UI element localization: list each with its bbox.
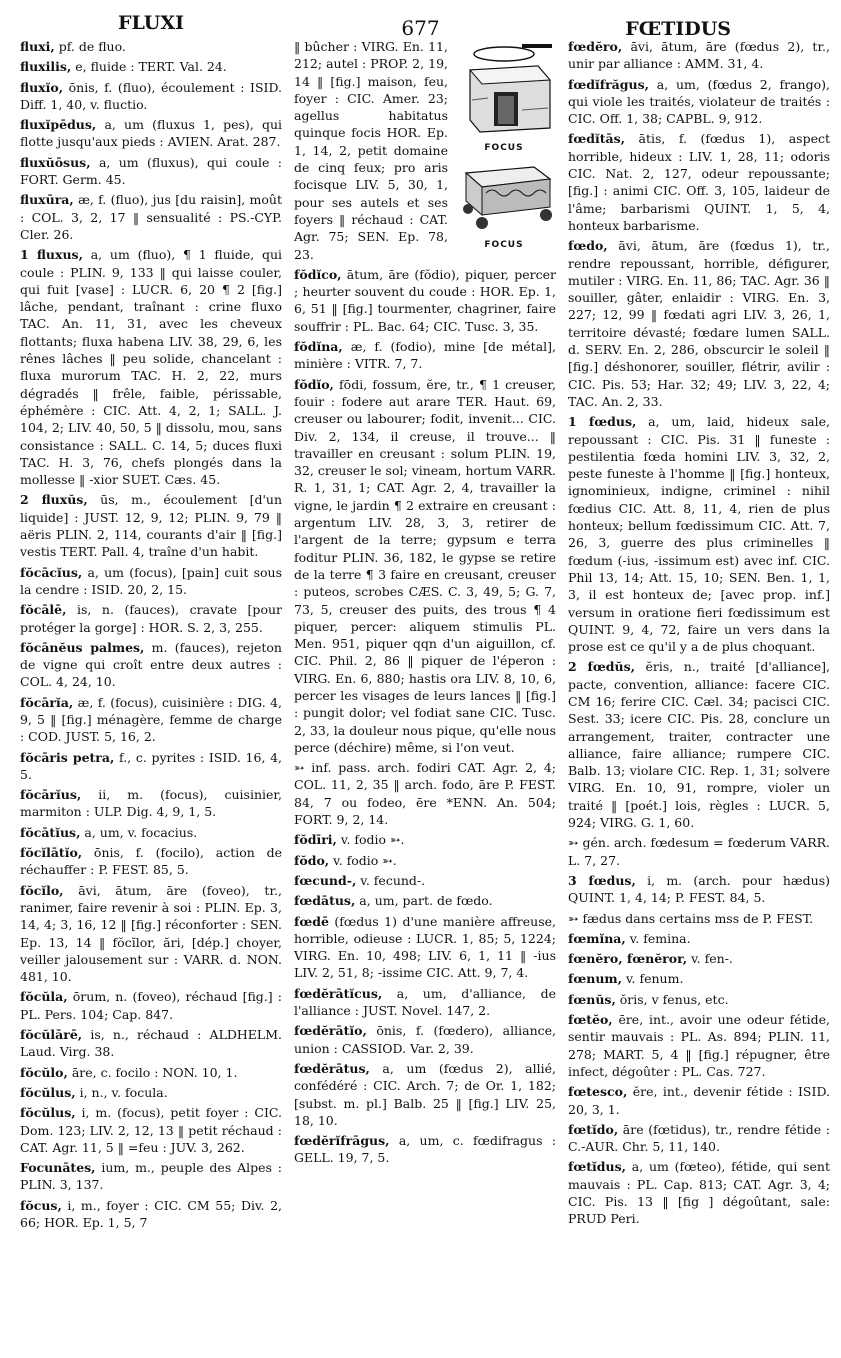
headword: 1 fluxus, <box>20 247 83 263</box>
dictionary-entry <box>294 872 556 889</box>
dictionary-entry <box>568 130 830 234</box>
figure-caption-top: FOCUS <box>484 143 524 153</box>
headword: 1 fœdus, <box>568 414 637 430</box>
dictionary-entry <box>20 191 282 243</box>
definition: a, um (focus), [pain] cuit sous la cendre : ISID. 20, 2, 15. <box>20 564 282 597</box>
dictionary-entry <box>20 58 282 75</box>
dictionary-entry <box>20 824 282 841</box>
headword: fŏcŭlārē, <box>20 1027 83 1043</box>
headword: fœnĕro, fœnĕror, <box>568 951 688 967</box>
headword: fœdē <box>294 913 329 929</box>
definition: ōnis, f. (fluo), écoulement : ISID. Diff. 1, 40, v. fluctio. <box>20 79 282 112</box>
dictionary-entry <box>568 1121 830 1156</box>
headword: fŏcānĕus palmes, <box>20 639 145 655</box>
dictionary-entry <box>294 831 556 848</box>
dictionary-entry <box>568 930 830 947</box>
definition: ōnis, f. (focilo), action de réchauffer : P. FEST. 85, 5. <box>20 845 282 878</box>
headword: fŏdīri, <box>294 832 337 848</box>
running-head-left: FLUXI <box>118 12 185 34</box>
figure-caption-bottom: FOCUS <box>484 240 524 251</box>
dictionary-entry <box>568 76 830 128</box>
headword: fŏcācĭus, <box>20 564 83 580</box>
headword: Focunātes, <box>20 1160 96 1176</box>
definition: ēre, int., avoir une odeur fétide, sentir mauvais : PL. As. 894; PLIN. 11, 278; MART. 5, 4 ‖ [fig.] répugner, être infect, dégoûter : PL. Cas. 727. <box>568 1012 830 1079</box>
headword: fluxĭpēdus, <box>20 117 97 133</box>
headword: fŏcĭlātĭo, <box>20 845 83 861</box>
headword: fŏcus, <box>20 1197 62 1213</box>
headword: fœdĕrātĭcus, <box>294 985 383 1001</box>
definition: is, n., réchaud : ALDHELM. Laud. Virg. 38. <box>20 1027 282 1060</box>
definition: ūs, m., écoulement [d'un liquide] : JUST. 12, 9, 12; PLIN. 9, 79 ‖ aëris PLIN. 2, 114, courants d'air ‖ [fig.] vestis TERT. Pall. 4, traîne d'un habit. <box>20 492 282 560</box>
definition: ĕre, int., devenir fétide : ISID. 20, 3, 1. <box>568 1084 830 1117</box>
dictionary-entry <box>294 376 556 757</box>
page-header <box>0 6 841 40</box>
dictionary-entry <box>20 1104 282 1156</box>
dictionary-entry <box>20 844 282 879</box>
page-number: 677 <box>401 16 440 40</box>
headword: fœnŭs, <box>568 991 616 1007</box>
definition: āvi, ātum, āre (foveo), tr., ranimer, faire revenir à soi : PLIN. Ep. 3, 14, 4; 3, 16, 12 ‖ [fig.] réconforter : SEN. Ep. 13, 14 ‖ fŏcĭlor, ări, [dép.] choyer, veiller jalousement sur : VARR. d. NON. 481, 10. <box>20 882 282 985</box>
definition: f., c. pyrites : ISID. 16, 4, 5. <box>20 749 282 782</box>
definition: e, fluide : TERT. Val. 24. <box>71 59 227 75</box>
headword: fŏcŭlus, <box>20 1084 76 1100</box>
definition: a, um, (fœdus 2, frango), qui viole les traités, violateur de traités : CIC. Off. 1, 38; CAPBL. 9, 912. <box>568 76 830 127</box>
headword: fœdātus, <box>294 893 356 909</box>
definition: a, um, part. de fœdo. <box>355 893 493 909</box>
definition: a, um (fluo), ¶ 1 fluide, qui coule : PLIN. 9, 133 ‖ qui laisse couler, qui fuit [vase] : LUCR. 6, 20 ¶ 2 [fig.] lâche, pendant, traînant : crine fluxo TAC. An. 11, 31, avec les cheveux flottants; fluxa habena LIV. 38, 29, 6, les rênes lâches ‖ peu solide, chancelant : fluxa murorum TAC. H. 2, 22, murs dégradés ‖ frêle, faible, périssable, éphémère : CIC. Att. 4, 2, 1; SALL. J. 104, 2; LIV. 40, 50, 5 ‖ dissolu, mou, sans consistance : SALL. C. 14, 5; duces fluxi TAC. H. 3, 76, chefs plongés dans la mollesse ‖ -xior SUET. Cæs. 45. <box>20 247 282 488</box>
dictionary-entry <box>20 1159 282 1194</box>
dictionary-entry <box>20 564 282 599</box>
dictionary-entry <box>568 834 830 869</box>
dictionary-entry <box>20 491 282 560</box>
headword: fœdĕro, <box>568 39 623 54</box>
headword: fŏcŭla, <box>20 989 68 1005</box>
definition: i, n., v. focula. <box>75 1084 168 1100</box>
definition: is, n. (fauces), cravate [pour protéger la gorge] : HOR. S. 2, 3, 255. <box>20 602 282 635</box>
definition: ĕris, n., traité [d'alliance], pacte, convention, alliance: facere CIC. CM 16; ferire CIC. Cæl. 34; pacisci CIC. Sest. 33; icere CIC. Pis. 28, conclure un arrangement, traiter, contracter une alliance, faire alliance; rumpere CIC. Balb. 13; violare CIC. Rep. 1, 31; solvere VIRG. En. 10, 91, rompre, violer un traité ‖ [poét.] lois, règles : LUCR. 5, 924; VIRG. G. 1, 60. <box>568 659 830 831</box>
dictionary-entry <box>20 38 282 55</box>
headword: fœdĕrātĭo, <box>294 1023 367 1039</box>
definition: æ, f. (focus), cuisinière : DIG. 4, 9, 5 ‖ [fig.] ménagère, femme de charge : COD. JUST. 5, 16, 2. <box>20 694 282 745</box>
definition: æ, f. (fodio), mine [de métal], minière : VITR. 7, 7. <box>294 339 556 372</box>
definition: a, um (fluxus 1, pes), qui flotte jusqu'aux pieds : AVIEN. Arat. 287. <box>20 117 282 150</box>
headword: fŏdo, <box>294 852 330 868</box>
dictionary-entry <box>568 413 830 655</box>
dictionary-entry <box>568 38 830 73</box>
definition: a, um, d'alliance, de l'alliance : JUST. Novel. 147, 2. <box>294 985 556 1019</box>
entry-continuation: ‖ bûcher : VIRG. En. 11, 212; autel : PROP. 2, 19, 14 ‖ [fig.] maison, feu, foyer : CIC. Amer. 23; agellus habitatus quinque focis HOR. Ep. 1, 14, 2, petit domaine de cinq feux; pro aris focisque LIV. 5, 30, 1, pour ses autels et ses foyers ‖ réchaud : CAT. Agr. 75; SEN. Ep. 78, 23. <box>294 39 448 262</box>
dictionary-entry <box>294 892 556 909</box>
dictionary-entry <box>20 116 282 151</box>
headword: fŏcāris petra, <box>20 749 115 765</box>
definition: āvi, ātum, āre (fœdus 2), tr., unir par alliance : AMM. 31, 4. <box>568 39 830 72</box>
definition: ➳ fædus dans certains mss de P. FEST. <box>568 910 814 926</box>
focus-brazier-illustration <box>452 157 556 237</box>
definition: a, um (fluxus), qui coule : FORT. Germ. 45. <box>20 154 282 188</box>
headword: 2 fœdŭs, <box>568 659 635 675</box>
definition: v. femina. <box>625 930 691 946</box>
dictionary-entry <box>294 759 556 828</box>
dictionary-entry <box>20 1197 282 1232</box>
dictionary-entry <box>20 694 282 746</box>
definition: (fœdus 1) d'une manière affreuse, horrible, odieuse : LUCR. 1, 85; 5, 1224; VIRG. En. 10, 498; LIV. 6, 1, 11 ‖ -ius LIV. 2, 51, 8; -issime CIC. Att. 9, 7, 4. <box>294 913 556 981</box>
headword: fluxilis, <box>20 59 72 75</box>
headword: fŏcŭlo, <box>20 1064 68 1080</box>
headword: fœdĭtās, <box>568 131 625 147</box>
definition: pf. de fluo. <box>54 39 126 54</box>
headword: 2 fluxŭs, <box>20 492 88 508</box>
dictionary-entry <box>20 988 282 1023</box>
dictionary-entry <box>568 970 830 987</box>
definition: v. fenum. <box>621 971 684 987</box>
focus-illustrations <box>452 40 556 255</box>
headword: fŏdĭo, <box>294 376 334 392</box>
definition: v. fodio ➳. <box>336 832 405 848</box>
dictionary-entry <box>294 985 556 1020</box>
dictionary-entry <box>568 950 830 967</box>
dictionary-entry <box>568 991 830 1008</box>
definition: ātis, f. (fœdus 1), aspect horrible, hideux : LIV. 1, 28, 11; odoris CIC. Nat. 2, 127, odeur repoussante; [fig.] : animi CIC. Off. 3, 105, laideur de l'âme; barbarismi QUINT. 1, 5, 4, honteux barbarisme. <box>568 131 830 233</box>
running-head-right: FŒTIDUS <box>625 18 731 40</box>
definition: i, m. (arch. pour hædus) QUINT. 1, 4, 14; P. FEST. 84, 5. <box>568 872 830 906</box>
dictionary-entry <box>20 154 282 189</box>
definition: v. fen-. <box>687 951 733 967</box>
column-3 <box>568 38 830 1354</box>
definition: a, um (fœteo), fétide, qui sent mauvais : PL. Cap. 813; CAT. Agr. 3, 4; CIC. Pis. 13 ‖ [fig ] dégoûtant, sale: PRUD Peri. <box>568 1159 830 1227</box>
headword: 3 fœdus, <box>568 872 636 888</box>
headword: fŏdĭna, <box>294 339 343 355</box>
dictionary-entry <box>294 913 556 982</box>
headword: fœdo, <box>568 238 608 254</box>
headword: fŏcŭlus, <box>20 1105 76 1121</box>
dictionary-entry <box>568 910 830 927</box>
dictionary-entry <box>568 1158 830 1227</box>
headword: fluxūra, <box>20 192 74 208</box>
definition: ōnis, f. (fœdero), alliance, union : CASSIOD. Var. 2, 39. <box>294 1023 556 1056</box>
dictionary-entry <box>294 852 556 869</box>
headword: fœtĭdus, <box>568 1159 626 1175</box>
dictionary-entry <box>568 1083 830 1118</box>
dictionary-entry <box>568 1011 830 1080</box>
dictionary-entry <box>294 1022 556 1057</box>
definition: a, um (fœdus 2), allié, confédéré : CIC. Arch. 7; de Or. 1, 182; [subst. m. pl.] Balb. 25 ‖ [fig.] LIV. 25, 18, 10. <box>294 1060 556 1128</box>
definition: āre, c. focilo : NON. 10, 1. <box>67 1064 238 1080</box>
definition: fōdi, fossum, ĕre, tr., ¶ 1 creuser, fouir : fodere aut arare TER. Haut. 69, creuser ou labourer; fodit, invenit... CIC. Div. 2, 134, il creuse, il trouve... ‖ travailler en creusant : solum PLIN. 19, 32, creuser le sol; vineam, hortum VARR. R. 1, 31, 1; CAT. Agr. 2, 4, travailler la vigne, le jardin ¶ 2 extraire en creusant : argentum LIV. 28, 3, 3, retirer de l'argent de la terre; gypsum e terra foditur PLIN. 36, 182, le gypse se retire de la terre ¶ 3 faire en creusant, creuser : puteos, scrobes CÆS. C. 3, 49, 5; G. 7, 73, 5, creuser des puits, des trous ¶ 4 piquer, percer: aliquem stimulis PL. Men. 951, piquer qqn d'un aiguillon, cf. CIC. Phil. 2, 86 ‖ piquer de l'éperon : VIRG. En. 6, 880; hastis ora LIV. 8, 10, 6, percer les visages de leurs lances ‖ [fig.] : pungit dolor; vel fodiat sane CIC. Tusc. 2, 33, la douleur nous pique, qu'elle nous perce (déchire) même, si l'on veut. <box>294 376 556 755</box>
definition: āvi, ātum, āre (fœdus 1), tr., rendre repoussant, horrible, défigurer, mutiler : VIRG. En. 11, 86; TAC. Agr. 36 ‖ souiller, gâter, enlaidir : VIRG. En. 3, 227; 12, 99 ‖ fœdati agri LIV. 3, 26, 1, territoire dévasté; fœdare lumen SALL. d. SERV. En. 2, 286, obscurcir le soleil ‖ [fig.] déshonorer, souiller, flétrir, avilir : CIC. Pis. 53; Har. 32; 49; LIV. 3, 22, 4; TAC. An. 2, 33. <box>568 238 830 409</box>
dictionary-entry <box>20 639 282 691</box>
definition: ii, m. (focus), cuisinier, marmiton : ULP. Dig. 4, 9, 1, 5. <box>20 787 282 820</box>
headword: fœnum, <box>568 971 622 987</box>
definition: a, um, c. fœdifragus : GELL. 19, 7, 5. <box>294 1133 556 1166</box>
headword: fŏcālē, <box>20 602 67 618</box>
focus-hearth-illustration <box>452 40 556 140</box>
headword: fluxĭo, <box>20 79 64 95</box>
headword: fœdĕrātus, <box>294 1060 370 1076</box>
definition: ➳ gén. arch. fœdesum = fœderum VARR. L. 7, 27. <box>568 835 830 868</box>
dictionary-entry <box>294 338 556 373</box>
headword: fœtĕo, <box>568 1012 613 1028</box>
headword: fœtesco, <box>568 1084 628 1100</box>
definition: āre (fœtidus), tr., rendre fétide : C.-AUR. Chr. 5, 11, 140. <box>568 1121 830 1155</box>
dictionary-entry <box>20 1084 282 1101</box>
headword: fŏcārĭa, <box>20 694 74 710</box>
definition: ium, m., peuple des Alpes : PLIN. 3, 137. <box>20 1160 282 1193</box>
definition: ātum, āre (fŏdio), piquer, percer ; heurter souvent du coude : HOR. Ep. 1, 6, 51 ‖ [fig.] tourmenter, chagriner, faire souffrir : PL. Bac. 64; CIC. Tusc. 3, 35. <box>294 266 556 334</box>
dictionary-entry <box>20 786 282 821</box>
headword: fŏcātĭus, <box>20 824 81 840</box>
headword: fœcund-, <box>294 872 357 888</box>
dictionary-entry <box>294 266 556 335</box>
definition: v. fecund-. <box>356 872 426 888</box>
dictionary-entry <box>20 1064 282 1081</box>
headword: fluxi, <box>20 39 55 54</box>
headword: fŏcĭlo, <box>20 882 64 898</box>
definition: ➳ inf. pass. arch. fodiri CAT. Agr. 2, 4; COL. 11, 2, 35 ‖ arch. fodo, āre P. FEST. 84, 7 ou fodeo, ēre *ENN. An. 504; FORT. 9, 2, 14. <box>294 760 556 828</box>
definition: æ, f. (fluo), jus [du raisin], moût : COL. 3, 2, 17 ‖ sensualité : PS.-CYP. Cler. 26. <box>20 192 282 242</box>
dictionary-entry <box>20 882 282 986</box>
definition: ŏris, v fenus, etc. <box>615 991 729 1007</box>
definition: i, m. (focus), petit foyer : CIC. Dom. 123; LIV. 2, 12, 13 ‖ petit réchaud : CAT. Agr. 11, 5 ‖ =feu : JUV. 3, 262. <box>20 1105 282 1155</box>
dictionary-entry <box>568 658 830 831</box>
headword: fœdĕrĭfrāgus, <box>294 1133 390 1149</box>
definition: a, um, v. focacius. <box>80 824 198 840</box>
definition: a, um, laid, hideux sale, repoussant : CIC. Pis. 31 ‖ funeste : pestilentia fœda homini LIV. 3, 32, 2, peste funeste à l'homme ‖ [fig.] honteux, ignominieux, indigne, criminel : nihil fœdius CIC. Att. 8, 11, 4, rien de plus honteux; bellum fœdissimum CIC. Att. 7, 26, 3, guerre des plus criminelles ‖ fœdum (-ius, -issimum est) avec inf. CIC. Phil 13, 14; Att. 15, 10; SEN. Ben. 1, 1, 3, il est honteux de; [avec prop. inf.] versum in oratione fieri fœdissimum est QUINT. 9, 4, 72, faire un vers dans la prose est ce qu'il y a de plus choquant. <box>568 414 830 655</box>
column-1 <box>20 38 282 1354</box>
dictionary-entry <box>294 1132 556 1167</box>
headword: fŏdĭco, <box>294 266 342 282</box>
column-2 <box>294 38 556 1354</box>
dictionary-entry <box>20 79 282 114</box>
dictionary-entry <box>20 246 282 488</box>
headword: fŏcārĭus, <box>20 787 82 803</box>
dictionary-entry <box>20 601 282 636</box>
definition: v. fodio ➳. <box>329 852 397 868</box>
headword: fœmĭna, <box>568 930 626 946</box>
definition: i, m., foyer : CIC. CM 55; Div. 2, 66; HOR. Ep. 1, 5, 7 <box>20 1197 282 1230</box>
headword: fluxŭōsus, <box>20 154 91 170</box>
dictionary-entry <box>568 237 830 410</box>
definition: m. (fauces), rejeton de vigne qui croît entre deux autres : COL. 4, 24, 10. <box>20 639 282 690</box>
definition: ōrum, n. (foveo), réchaud [fig.] : PL. Pers. 104; Cap. 847. <box>20 989 282 1022</box>
headword: fœtĭdo, <box>568 1121 619 1137</box>
headword: fœdĭfrăgus, <box>568 76 649 92</box>
dictionary-entry <box>20 749 282 784</box>
dictionary-entry <box>294 1060 556 1129</box>
dictionary-entry <box>20 1026 282 1061</box>
dictionary-entry <box>568 872 830 907</box>
